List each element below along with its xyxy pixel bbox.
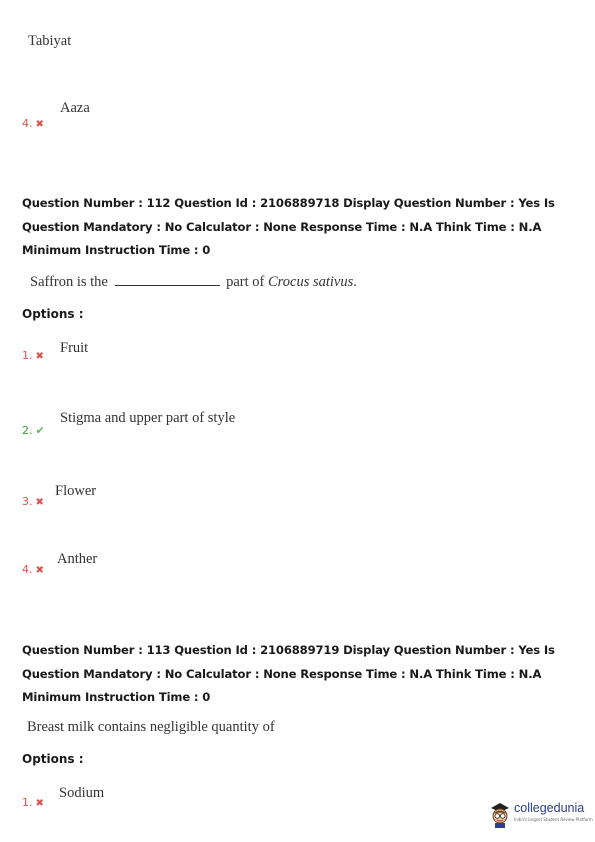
option-text: Anther: [57, 551, 98, 567]
fill-in-blank: [115, 273, 220, 286]
option-number-label: 4.: [22, 117, 33, 130]
question-metadata: Question Number : 112 Question Id : 2106889718 Display Question Number : Yes Is Question Mandatory : No Calculator : None Response Time : N.A Think Time : N.A Minimum Instruction Time : 0: [22, 196, 555, 257]
option-number-label: 1.: [22, 349, 33, 362]
option-number: [22, 563, 44, 576]
option-number: [22, 495, 44, 508]
option-number: [22, 424, 45, 437]
cross-icon: ✖: [35, 565, 44, 576]
option-number-label: 1.: [22, 796, 33, 809]
option-text: Stigma and upper part of style: [60, 410, 236, 426]
cross-icon: ✖: [35, 497, 44, 508]
previous-option-text: Tabiyat: [28, 33, 72, 49]
option-text: Flower: [55, 483, 97, 499]
option-number-label: 3.: [22, 495, 33, 508]
question-metadata: Question Number : 113 Question Id : 2106889719 Display Question Number : Yes Is Question Mandatory : No Calculator : None Response Time : N.A Think Time : N.A Minimum Instruction Time : 0: [22, 643, 555, 704]
cross-icon: ✖: [35, 798, 44, 809]
cross-icon: ✖: [35, 119, 44, 130]
question-text-end: .: [353, 274, 357, 290]
options-label: Options :: [22, 752, 84, 766]
options-label: Options :: [22, 307, 84, 321]
option-number: [22, 796, 44, 809]
question-text-middle: part of: [226, 274, 265, 290]
collegedunia-logo: [488, 797, 593, 831]
logo-brand: collegedunia: [514, 801, 585, 815]
question-text: [30, 273, 357, 291]
cross-icon: ✖: [35, 351, 44, 362]
question-text-start: Saffron is the: [30, 274, 108, 290]
species-name: Crocus sativus: [268, 274, 354, 290]
option-text: Sodium: [59, 785, 105, 801]
option-text: Aaza: [60, 100, 90, 116]
option-text: Fruit: [60, 340, 89, 356]
option-number: [22, 117, 44, 130]
option-number: [22, 349, 44, 362]
question-text: Breast milk contains negligible quantity of: [27, 719, 275, 735]
check-icon: ✔: [35, 424, 45, 437]
option-number-label: 4.: [22, 563, 33, 576]
mascot-icon: [488, 799, 512, 829]
option-number-label: 2.: [22, 424, 33, 437]
logo-tagline: India's largest Student Review Platform: [514, 817, 593, 822]
